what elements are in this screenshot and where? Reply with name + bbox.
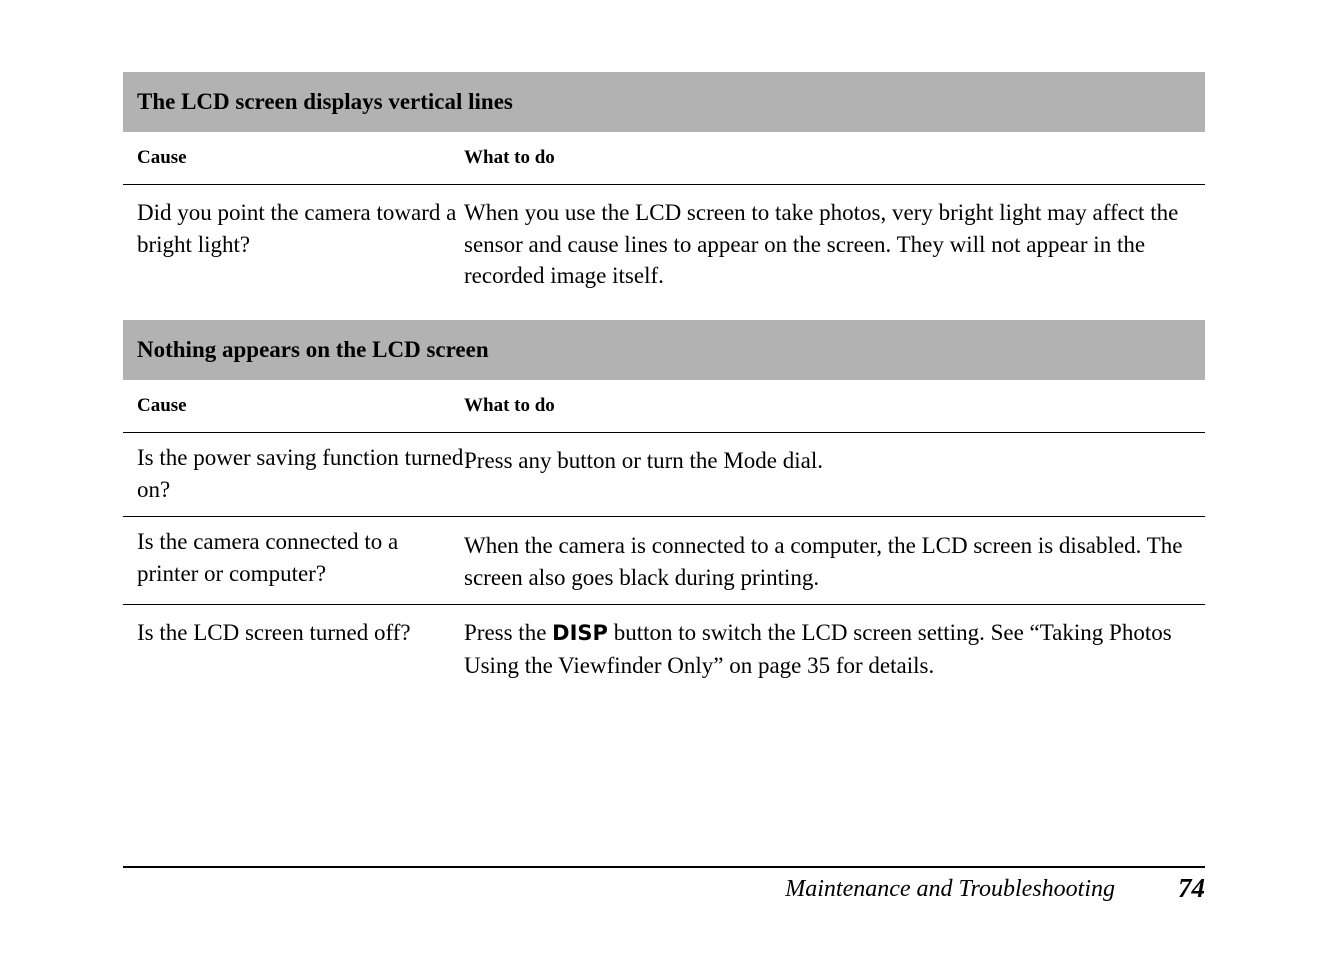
cause-cell: Is the camera connected to a printer or computer? [137,529,399,586]
footer-section-name: Maintenance and Troubleshooting [785,876,1115,902]
section-title: The LCD screen displays vertical lines [137,89,513,114]
what-to-do-column-header: What to do [464,395,555,416]
cause-column-header: Cause [137,147,187,168]
what-to-do-cell [464,617,1205,695]
cause-column-header: Cause [137,395,187,416]
table-row [123,185,1205,320]
section-title-nothing-appears [123,320,1205,380]
section-title-vertical-lines [123,72,1205,132]
troubleshooting-page [123,72,1205,695]
page-number: 74 [1178,873,1205,903]
disp-button-label: DISP [552,621,608,645]
column-headers [123,380,1205,433]
cause-cell: Did you point the camera toward a bright light? [137,200,457,257]
table-row [123,605,1205,695]
what-to-do-column-header: What to do [464,147,555,168]
table-row [123,517,1205,605]
what-to-do-cell: When the camera is connected to a computer, the LCD screen is disabled. The screen also goes black during printing. [464,533,1183,590]
cause-cell: Is the LCD screen turned off? [137,620,411,645]
cause-cell: Is the power saving function turned on? [137,445,464,502]
what-to-do-cell: When you use the LCD screen to take photos, very bright light may affect the sensor and cause lines to appear on the screen. They will not appear in the recorded image itself. [464,200,1179,288]
table-row [123,433,1205,517]
what-text-before: Press the [464,620,553,645]
section-title: Nothing appears on the LCD screen [137,337,489,362]
what-text-after: button to switch the LCD screen setting. See “Taking Photos Using the Viewfinder Only” on page 35 for details. [464,620,1172,678]
what-to-do-cell: Press any button or turn the Mode dial. [464,448,824,473]
column-headers [123,132,1205,185]
footer-divider [123,866,1205,868]
